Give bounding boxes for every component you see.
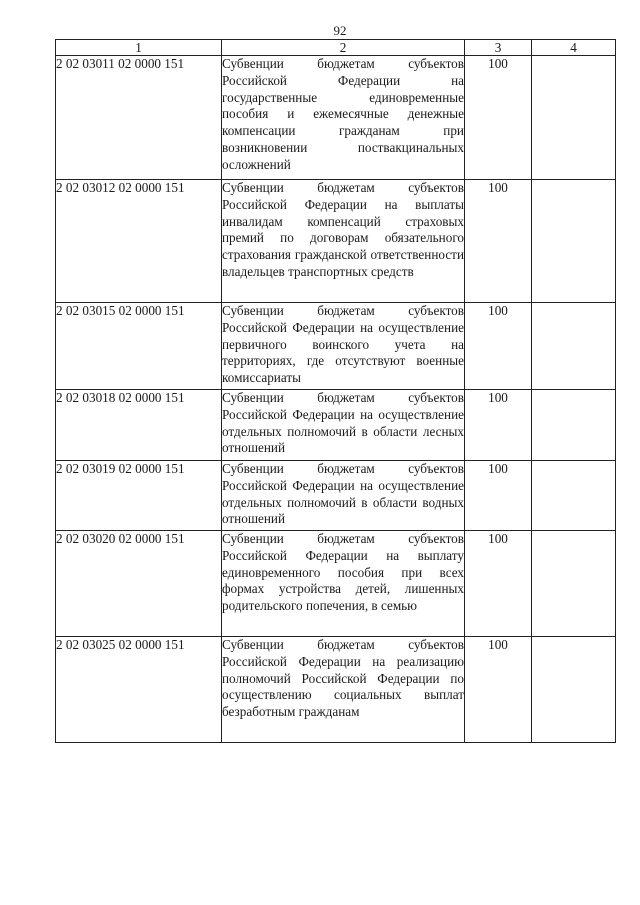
budget-code-cell: 2 02 03018 02 0000 151 — [56, 390, 222, 461]
empty-cell — [532, 390, 616, 461]
empty-cell — [532, 531, 616, 637]
amount-cell: 100 — [465, 56, 532, 180]
amount-cell: 100 — [465, 180, 532, 303]
budget-code-cell: 2 02 03019 02 0000 151 — [56, 461, 222, 531]
empty-cell — [532, 180, 616, 303]
page-number: 92 — [333, 23, 347, 38]
description-cell: Субвенции бюджетам субъектов Российской Федерации на осуществление отдельных полномочий в области водных отношений — [222, 461, 465, 531]
budget-table — [55, 39, 616, 743]
column-header-description: 2 — [222, 40, 465, 56]
amount-cell: 100 — [465, 303, 532, 390]
description-cell: Субвенции бюджетам субъектов Российской Федерации на государственные единовременные пособия и ежемесячные денежные компенсации гражданам при возникновении поствакцинальных осложнений — [222, 56, 465, 180]
amount-cell: 100 — [465, 390, 532, 461]
column-header-value: 3 — [465, 40, 532, 56]
table-row — [56, 531, 616, 637]
amount-cell: 100 — [465, 637, 532, 743]
description-cell: Субвенции бюджетам субъектов Российской Федерации на осуществление отдельных полномочий в области лесных отношений — [222, 390, 465, 461]
table-row — [56, 637, 616, 743]
description-cell: Субвенции бюджетам субъектов Российской Федерации на осуществление первичного воинского учета на территориях, где отсутствуют военные комиссариаты — [222, 303, 465, 390]
table-row — [56, 461, 616, 531]
budget-code-cell: 2 02 03020 02 0000 151 — [56, 531, 222, 637]
empty-cell — [532, 637, 616, 743]
table-row — [56, 56, 616, 180]
column-header-extra: 4 — [532, 40, 616, 56]
table-row — [56, 390, 616, 461]
table-row — [56, 180, 616, 303]
amount-cell: 100 — [465, 461, 532, 531]
table-header-row — [56, 40, 616, 56]
budget-code-cell: 2 02 03012 02 0000 151 — [56, 180, 222, 303]
budget-code-cell: 2 02 03015 02 0000 151 — [56, 303, 222, 390]
table-row — [56, 303, 616, 390]
amount-cell: 100 — [465, 531, 532, 637]
empty-cell — [532, 56, 616, 180]
description-cell: Субвенции бюджетам субъектов Российской Федерации на выплату единовременного пособия при всех формах устройства детей, лишенных родительского попечения, в семью — [222, 531, 465, 637]
budget-code-cell: 2 02 03025 02 0000 151 — [56, 637, 222, 743]
budget-code-cell: 2 02 03011 02 0000 151 — [56, 56, 222, 180]
column-header-code: 1 — [56, 40, 222, 56]
empty-cell — [532, 303, 616, 390]
description-cell: Субвенции бюджетам субъектов Российской Федерации на реализацию полномочий Российской Федерации по осуществлению социальных выплат безработным гражданам — [222, 637, 465, 743]
empty-cell — [532, 461, 616, 531]
description-cell: Субвенции бюджетам субъектов Российской Федерации на выплаты инвалидам компенсаций страховых премий по договорам обязательного страхования гражданской ответственности владельцев транспортных средств — [222, 180, 465, 303]
